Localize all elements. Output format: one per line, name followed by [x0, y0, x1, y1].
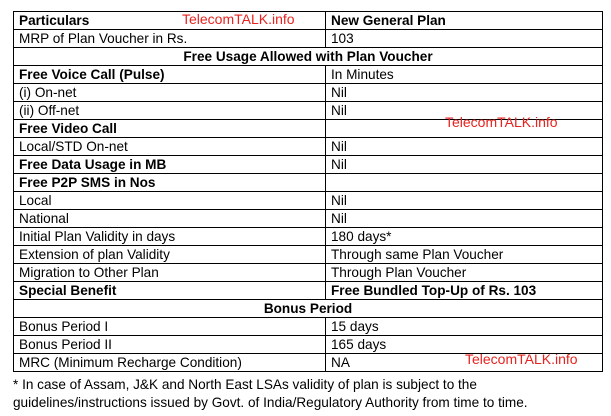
row-value: 103: [326, 30, 603, 48]
table-row: [14, 138, 603, 156]
row-label: Initial Plan Validity in days: [14, 228, 326, 246]
table-row: [14, 228, 603, 246]
row-value: Nil: [326, 102, 603, 120]
table-row: [14, 318, 603, 336]
watermark-logo: TelecomTALK.info: [465, 351, 578, 367]
row-value: Free Bundled Top-Up of Rs. 103: [326, 282, 603, 300]
row-label: Free Voice Call (Pulse): [14, 66, 326, 84]
row-label: Free P2P SMS in Nos: [14, 174, 326, 192]
table-row: [14, 264, 603, 282]
table-row: [14, 174, 603, 192]
row-label: MRP of Plan Voucher in Rs.: [14, 30, 326, 48]
row-value: 180 days*: [326, 228, 603, 246]
row-value: Through same Plan Voucher: [326, 246, 603, 264]
watermark-logo: TelecomTALK.info: [445, 114, 558, 130]
row-value: NA: [326, 354, 603, 372]
row-value: [326, 174, 603, 192]
footnote-line-2: guidelines/instructions issued by Govt. of India/Regulatory Authority from time to time.: [13, 395, 528, 410]
row-label: Local: [14, 192, 326, 210]
row-label: (ii) Off-net: [14, 102, 326, 120]
watermark-logo: TelecomTALK.info: [182, 11, 295, 27]
table-row: [14, 30, 603, 48]
row-value: In Minutes: [326, 66, 603, 84]
row-value: Nil: [326, 84, 603, 102]
row-label: MRC (Minimum Recharge Condition): [14, 354, 326, 372]
row-label: Special Benefit: [14, 282, 326, 300]
row-label: Bonus Period I: [14, 318, 326, 336]
section-title: Free Usage Allowed with Plan Voucher: [14, 48, 603, 66]
row-label: Bonus Period II: [14, 336, 326, 354]
table-row: [14, 66, 603, 84]
footnote-line-1: * In case of Assam, J&K and North East LSAs validity of plan is subject to the: [13, 377, 477, 392]
table-row: [14, 156, 603, 174]
header-new-general-plan: New General Plan: [326, 12, 603, 30]
section-row: [14, 300, 603, 318]
row-label: Local/STD On-net: [14, 138, 326, 156]
section-title: Bonus Period: [14, 300, 603, 318]
table-row: [14, 84, 603, 102]
row-value: Nil: [326, 138, 603, 156]
footnote: [13, 376, 602, 412]
plan-table: [13, 11, 603, 372]
row-label: Free Data Usage in MB: [14, 156, 326, 174]
table-header-row: [14, 12, 603, 30]
row-label: Free Video Call: [14, 120, 326, 138]
table-row: [14, 192, 603, 210]
row-value: Through Plan Voucher: [326, 264, 603, 282]
row-value: 165 days: [326, 336, 603, 354]
table-row: [14, 246, 603, 264]
row-value: Nil: [326, 156, 603, 174]
table-row: [14, 210, 603, 228]
row-label: National: [14, 210, 326, 228]
row-label: Extension of plan Validity: [14, 246, 326, 264]
row-label: Migration to Other Plan: [14, 264, 326, 282]
header-particulars: Particulars: [14, 12, 326, 30]
row-value: 15 days: [326, 318, 603, 336]
row-label: (i) On-net: [14, 84, 326, 102]
row-value: Nil: [326, 210, 603, 228]
section-row: [14, 48, 603, 66]
row-value: Nil: [326, 192, 603, 210]
table-row: [14, 282, 603, 300]
